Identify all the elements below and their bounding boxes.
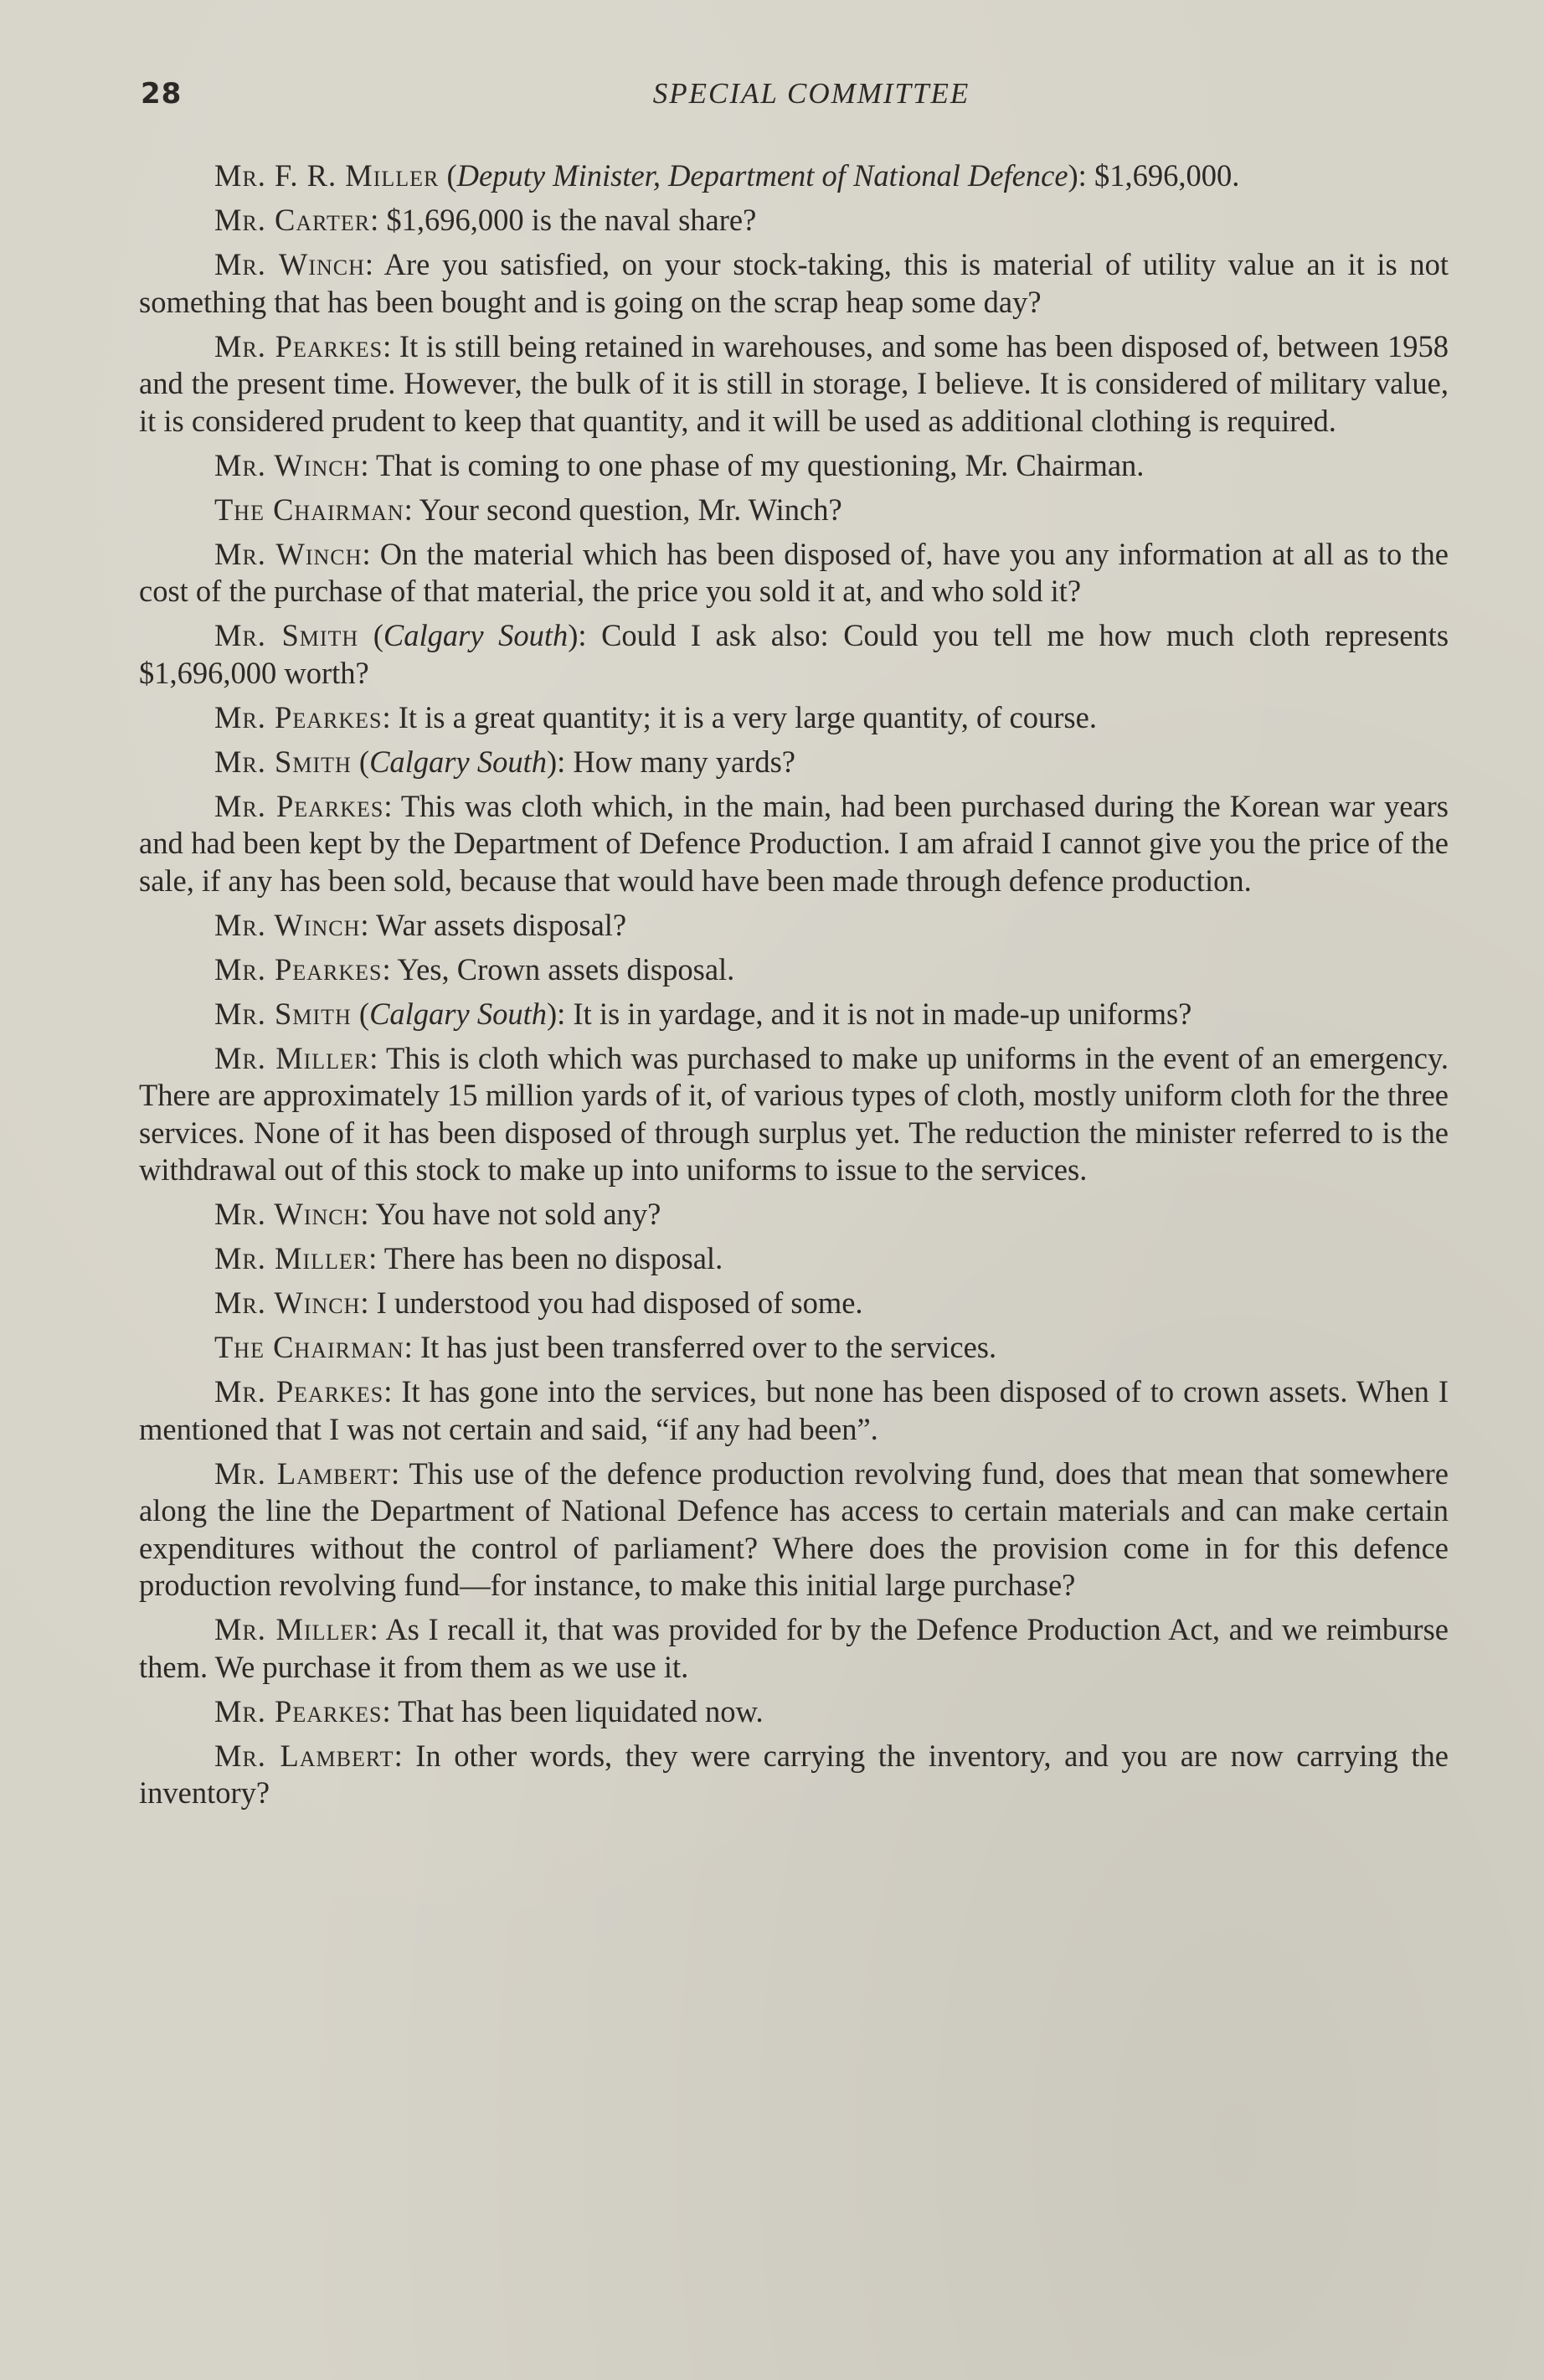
speaker-affiliation: Deputy Minister, Department of National Defence: [456, 158, 1068, 193]
transcript-paragraph: Mr. Winch: War assets disposal?: [214, 907, 627, 942]
transcript-paragraph: Mr. Miller: As I recall it, that was provided for by the Defence Production Act, and we reimburse them. We purchase it from them as we use it.: [139, 1612, 1449, 1684]
speech-text: That is coming to one phase of my questioning, Mr. Chairman.: [376, 447, 1145, 482]
transcript-paragraph: Mr. Smith (Calgary South): Could I ask also: Could you tell me how much cloth represents $1,696,000 worth?: [139, 618, 1449, 690]
speaker-affiliation: Calgary South: [383, 618, 569, 652]
speech-text: War assets disposal?: [376, 907, 627, 942]
transcript-body: [139, 157, 1449, 1819]
speaker-name: Mr. Smith: [214, 744, 352, 779]
transcript-paragraph: Mr. Miller: There has been no disposal.: [214, 1241, 723, 1275]
speech-text: It is a great quantity; it is a very large quantity, of course.: [398, 699, 1097, 734]
speech-text: It has gone into the services, but none has been disposed of to crown assets. When I mentioned that I was not certain and said, “if any had been”.: [139, 1374, 1449, 1446]
speaker-name: Mr. Pearkes: [214, 699, 383, 734]
transcript-paragraph: Mr. Winch: You have not sold any?: [214, 1197, 661, 1231]
transcript-paragraph: Mr. Winch: That is coming to one phase of my questioning, Mr. Chairman.: [214, 447, 1145, 482]
transcript-paragraph: Mr. Smith (Calgary South): It is in yardage, and it is not in made-up uniforms?: [214, 996, 1192, 1031]
speech-text: This was cloth which, in the main, had been purchased during the Korean war years and had been kept by the Department of Defence Production. I am afraid I cannot give you the price of the sale, if any has been sold, because that would have been made through defence production.: [139, 788, 1449, 898]
running-head: SPECIAL COMMITTEE: [652, 77, 970, 110]
speech-text: It is in yardage, and it is not in made-up uniforms?: [573, 996, 1192, 1031]
speech-text: There has been no disposal.: [383, 1241, 723, 1275]
transcript-paragraph: Mr. Pearkes: That has been liquidated now.: [214, 1693, 764, 1728]
speech-text: How many yards?: [573, 744, 795, 779]
speaker-name: Mr. Pearkes: [214, 1693, 383, 1728]
transcript-paragraph: Mr. Lambert: This use of the defence production revolving fund, does that mean that somewhere along the line the Department of National Defence has access to certain materials and can make certain expenditures without the control of parliament? Where does the provision come in for this defence production revolving fund—for instance, to make this initial large purchase?: [139, 1455, 1449, 1602]
speaker-name: Mr. Miller: [214, 1612, 370, 1646]
page-number: 28: [141, 77, 183, 111]
speaker-name: Mr. Winch: [214, 247, 365, 281]
transcript-paragraph: Mr. Pearkes: It is still being retained in warehouses, and some has been disposed of, between 1958 and the present time. However, the bulk of it is still in storage, I believe. It is considered of military value, it is considered prudent to keep that quantity, and it will be used as additional clothing is required.: [139, 328, 1449, 438]
transcript-paragraph: Mr. Pearkes: It has gone into the services, but none has been disposed of to crown assets. When I mentioned that I was not certain and said, “if any had been”.: [139, 1374, 1449, 1446]
transcript-paragraph: Mr. F. R. Miller (Deputy Minister, Department of National Defence): $1,696,000.: [214, 158, 1240, 193]
transcript-paragraph: Mr. Smith (Calgary South): How many yards?: [214, 744, 795, 779]
speech-text: As I recall it, that was provided for by the Defence Production Act, and we reimburse them. We purchase it from them as we use it.: [139, 1612, 1449, 1684]
speaker-name: Mr. Lambert: [214, 1738, 394, 1773]
speaker-affiliation: Calgary South: [369, 744, 547, 779]
speaker-affiliation: Calgary South: [369, 996, 547, 1031]
speech-text: $1,696,000.: [1094, 158, 1240, 193]
speaker-name: Mr. Pearkes: [214, 1374, 384, 1409]
speech-text: It has just been transferred over to the services.: [419, 1330, 997, 1364]
speaker-name: Mr. Carter: [214, 203, 371, 237]
speech-text: Yes, Crown assets disposal.: [397, 951, 735, 987]
speech-text: It is still being retained in warehouses, and some has been disposed of, between 1958 and the present time. However, the bulk of it is still in storage, I believe. It is considered of military value, it is considered prudent to keep that quantity, and it will be used as additional clothing is required.: [139, 328, 1449, 438]
speech-text: $1,696,000 is the naval share?: [386, 203, 757, 237]
speech-text: This is cloth which was purchased to make up uniforms in the event of an emergency. There are approximately 15 million yards of it, of various types of cloth, mostly uniform cloth for the three services. None of it has been disposed of through surplus yet. The reduction the minister referred to is the withdrawal out of this stock to make up into uniforms to issue to the services.: [139, 1040, 1449, 1187]
speaker-name: The Chairman: [214, 1330, 404, 1364]
speaker-name: Mr. Miller: [214, 1241, 369, 1275]
speech-text: This use of the defence production revolving fund, does that mean that somewhere along the line the Department of National Defence has access to certain materials and can make certain expenditures without the control of parliament? Where does the provision come in for this defence production revolving fund—for instance, to make this initial large purchase?: [139, 1455, 1449, 1602]
speech-text: I understood you had disposed of some.: [376, 1285, 863, 1320]
speaker-name: The Chairman: [214, 492, 404, 527]
transcript-paragraph: Mr. Winch: On the material which has been disposed of, have you any information at all as to the cost of the purchase of that material, the price you sold it at, and who sold it?: [139, 536, 1449, 608]
transcript-paragraph: Mr. Lambert: In other words, they were carrying the inventory, and you are now carrying the inventory?: [139, 1738, 1449, 1810]
speaker-name: Mr. F. R. Miller: [214, 158, 440, 193]
speech-text: In other words, they were carrying the inventory, and you are now carrying the inventory?: [139, 1738, 1449, 1810]
page-header: [141, 77, 1449, 119]
speaker-name: Mr. Smith: [214, 996, 352, 1031]
speaker-name: Mr. Winch: [214, 447, 361, 482]
speech-text: Are you satisfied, on your stock-taking, this is material of utility value an it is not something that has been bought and is going on the scrap heap some day?: [139, 247, 1449, 319]
speaker-name: Mr. Winch: [214, 1197, 361, 1231]
speaker-name: Mr. Lambert: [214, 1455, 391, 1491]
transcript-paragraph: The Chairman: It has just been transferred over to the services.: [214, 1330, 997, 1364]
speaker-name: Mr. Winch: [214, 536, 363, 571]
transcript-paragraph: Mr. Pearkes: Yes, Crown assets disposal.: [214, 951, 735, 987]
speaker-name: Mr. Pearkes: [214, 788, 384, 823]
speech-text: On the material which has been disposed of, have you any information at all as to the cost of the purchase of that material, the price you sold it at, and who sold it?: [139, 536, 1449, 608]
speech-text: Could I ask also: Could you tell me how much cloth represents $1,696,000 worth?: [139, 618, 1449, 690]
speaker-name: Mr. Smith: [214, 618, 359, 652]
speaker-name: Mr. Pearkes: [214, 951, 383, 987]
speaker-name: Mr. Pearkes: [214, 328, 383, 363]
transcript-paragraph: Mr. Winch: Are you satisfied, on your stock-taking, this is material of utility value an it is not something that has been bought and is going on the scrap heap some day?: [139, 247, 1449, 319]
transcript-paragraph: The Chairman: Your second question, Mr. Winch?: [214, 492, 842, 527]
speaker-name: Mr. Miller: [214, 1040, 370, 1075]
transcript-paragraph: Mr. Winch: I understood you had disposed of some.: [214, 1285, 863, 1320]
speech-text: That has been liquidated now.: [398, 1693, 764, 1728]
transcript-paragraph: Mr. Carter: $1,696,000 is the naval share?: [214, 203, 757, 237]
transcript-paragraph: Mr. Pearkes: It is a great quantity; it is a very large quantity, of course.: [214, 699, 1097, 734]
transcript-paragraph: Mr. Miller: This is cloth which was purchased to make up uniforms in the event of an emergency. There are approximately 15 million yards of it, of various types of cloth, mostly uniform cloth for the three services. None of it has been disposed of through surplus yet. The reduction the minister referred to is the withdrawal out of this stock to make up into uniforms to issue to the services.: [139, 1040, 1449, 1187]
speech-text: Your second question, Mr. Winch?: [419, 492, 842, 527]
speaker-name: Mr. Winch: [214, 1285, 361, 1320]
speech-text: You have not sold any?: [375, 1197, 661, 1231]
speaker-name: Mr. Winch: [214, 907, 361, 942]
transcript-paragraph: Mr. Pearkes: This was cloth which, in the main, had been purchased during the Korean war years and had been kept by the Department of Defence Production. I am afraid I cannot give you the price of the sale, if any has been sold, because that would have been made through defence production.: [139, 788, 1449, 898]
